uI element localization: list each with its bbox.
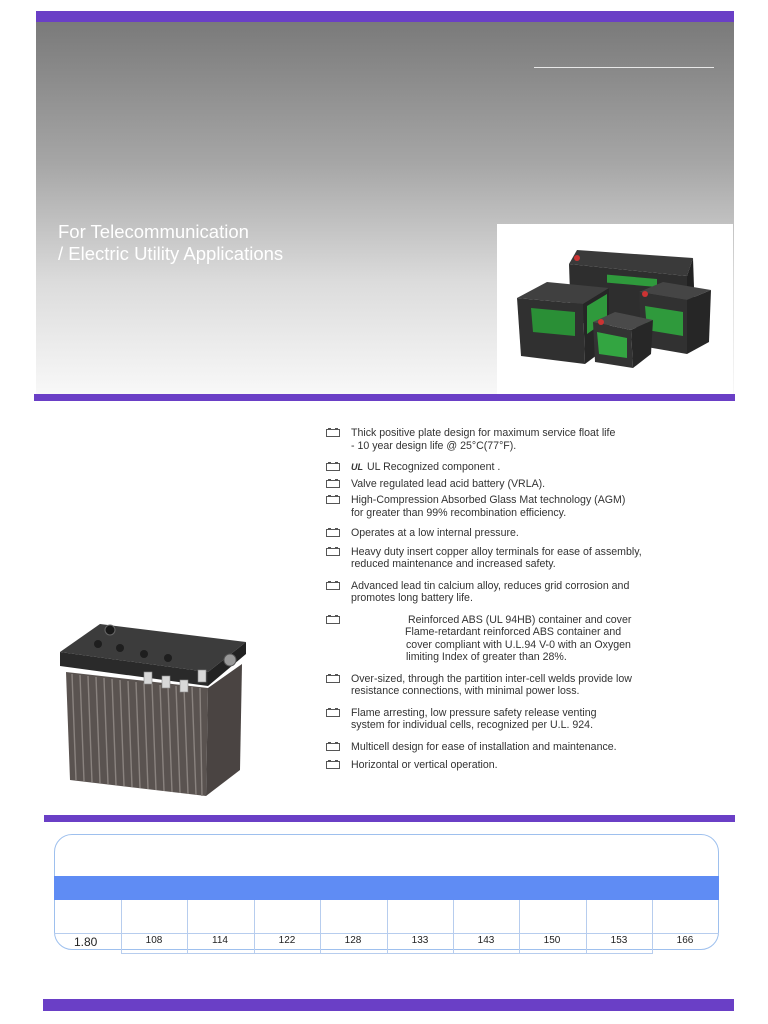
feature-line: Operates at a low internal pressure.	[351, 527, 519, 539]
feature-line: High-Compression Absorbed Glass Mat technology (AGM)	[351, 494, 626, 506]
battery-bullet-icon	[326, 674, 340, 683]
bottom-accent-bar	[43, 999, 734, 1011]
feature-list	[326, 427, 726, 772]
feature-line: Flame-retardant reinforced ABS container and	[405, 626, 622, 638]
feature-line: Over-sized, through the partition inter-cell welds provide low	[351, 672, 632, 685]
top-accent-bar	[36, 11, 734, 22]
feature-item	[326, 614, 726, 664]
battery-bullet-icon	[326, 495, 340, 504]
feature-item	[326, 478, 726, 491]
spec-table-header	[54, 876, 719, 900]
section-divider-bar	[34, 394, 735, 401]
feature-line: UL Recognized component .	[367, 461, 501, 473]
feature-line: promotes long battery life.	[351, 592, 473, 604]
feature-item	[326, 494, 726, 519]
table-cell: 166	[676, 935, 694, 946]
table-cell: 150	[543, 935, 561, 946]
feature-line: Advanced lead tin calcium alloy, reduces grid corrosion and	[351, 579, 630, 592]
feature-line: cover compliant with U.L.94 V-0 with an Oxygen	[406, 638, 631, 651]
feature-line: Multicell design for ease of installation and maintenance.	[351, 740, 617, 753]
table-cell: 153	[610, 935, 628, 946]
feature-line: resistance connections, with minimal power loss.	[351, 685, 580, 697]
feature-item	[326, 759, 726, 772]
feature-item	[326, 461, 726, 474]
feature-line: reduced maintenance and increased safety.	[351, 558, 556, 570]
feature-item	[326, 427, 726, 452]
table-cell: 128	[344, 935, 362, 946]
battery-bullet-icon	[326, 615, 340, 624]
battery-bullet-icon	[326, 528, 340, 537]
feature-line: Heavy duty insert copper alloy terminals for ease of assembly,	[351, 545, 642, 558]
table-row-label: 1.80	[74, 935, 98, 949]
battery-cutaway-illustration	[58, 620, 258, 800]
battery-bullet-icon	[326, 547, 340, 556]
hero-title-line-2: / Electric Utility Applications	[58, 243, 284, 264]
feature-line: Horizontal or vertical operation.	[351, 759, 498, 771]
battery-bullet-icon	[326, 708, 340, 717]
feature-item	[326, 580, 726, 605]
feature-line: Reinforced ABS (UL 94HB) container and cover	[408, 613, 632, 626]
table-cell: 133	[411, 935, 429, 946]
feature-line: Thick positive plate design for maximum service float life	[351, 427, 616, 439]
product-photo	[497, 224, 733, 394]
battery-group-illustration	[497, 224, 733, 394]
battery-bullet-icon	[326, 581, 340, 590]
hero-rule	[534, 67, 714, 68]
feature-item	[326, 673, 726, 698]
table-cell: 114	[212, 935, 228, 946]
feature-line: system for individual cells, recognized per U.L. 924.	[351, 719, 594, 731]
feature-line: limiting Index of greater than 28%.	[406, 651, 567, 663]
table-top-bar	[44, 815, 735, 822]
ul-recognized-mark: UL	[351, 462, 363, 472]
hero-title-line-1: For Telecommunication	[58, 221, 249, 242]
battery-bullet-icon	[326, 479, 340, 488]
battery-bullet-icon	[326, 428, 340, 437]
table-cell: 143	[477, 935, 495, 946]
hero-title	[58, 221, 283, 265]
battery-bullet-icon	[326, 742, 340, 751]
battery-bullet-icon	[326, 462, 340, 471]
table-cell: 108	[145, 935, 163, 946]
feature-line: Valve regulated lead acid battery (VRLA).	[351, 477, 546, 490]
table-cell: 122	[278, 935, 296, 946]
feature-line: - 10 year design life @ 25°C(77°F).	[351, 439, 517, 452]
feature-item	[326, 707, 726, 732]
cell-cutaway-image	[58, 620, 258, 800]
feature-line: Flame arresting, low pressure safety release venting	[351, 706, 597, 719]
battery-bullet-icon	[326, 760, 340, 769]
feature-item	[326, 741, 726, 754]
feature-item	[326, 527, 726, 540]
feature-line: for greater than 99% recombination efficiency.	[351, 506, 567, 519]
feature-item	[326, 546, 726, 571]
